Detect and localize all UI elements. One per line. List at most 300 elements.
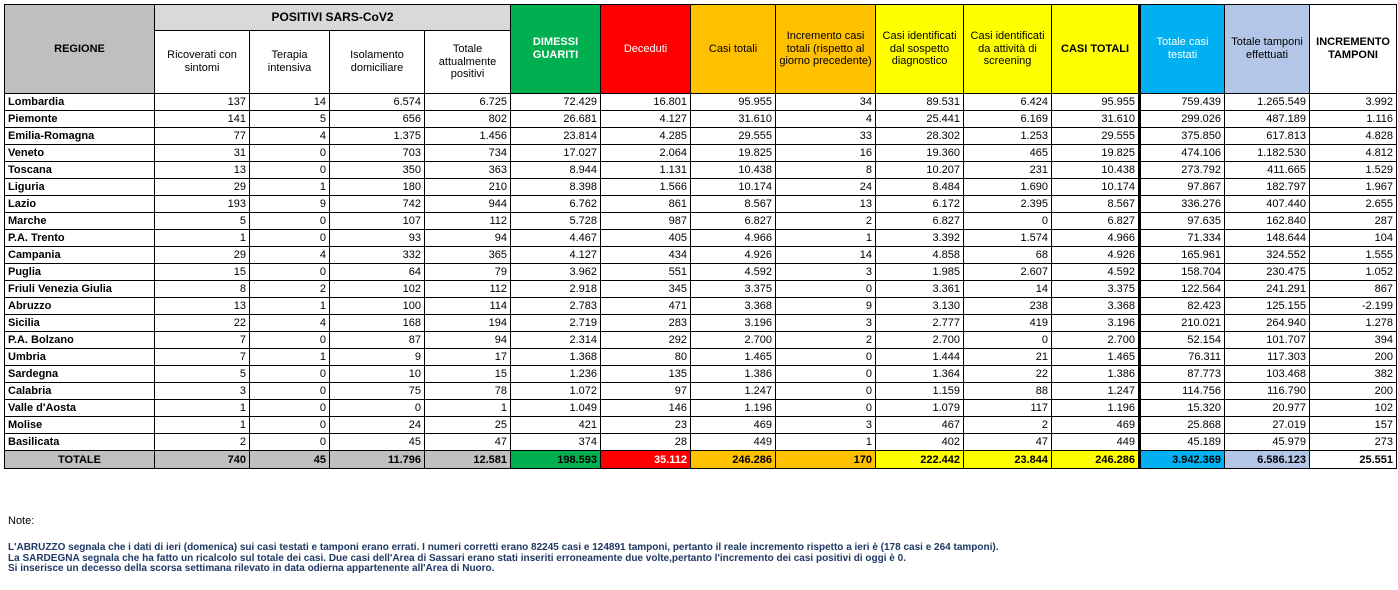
- value-cell: 3.368: [691, 298, 776, 315]
- region-name-cell: Veneto: [5, 145, 155, 162]
- value-cell: 10.174: [1052, 179, 1140, 196]
- value-cell: 102: [330, 281, 425, 298]
- value-cell: 264.940: [1225, 315, 1310, 332]
- total-value-cell: 170: [776, 451, 876, 469]
- value-cell: 8: [155, 281, 250, 298]
- value-cell: 100: [330, 298, 425, 315]
- value-cell: 742: [330, 196, 425, 213]
- table-row: [5, 128, 1397, 145]
- value-cell: 125.155: [1225, 298, 1310, 315]
- value-cell: 20.977: [1225, 400, 1310, 417]
- table-row: [5, 264, 1397, 281]
- covid-regions-table: [4, 4, 1397, 469]
- value-cell: 4.592: [1052, 264, 1140, 281]
- value-cell: 345: [601, 281, 691, 298]
- value-cell: 1: [776, 434, 876, 451]
- value-cell: 1.116: [1310, 111, 1397, 128]
- value-cell: 336.276: [1140, 196, 1225, 213]
- value-cell: 3.196: [1052, 315, 1140, 332]
- value-cell: 1.253: [964, 128, 1052, 145]
- value-cell: 1: [155, 230, 250, 247]
- value-cell: 6.424: [964, 94, 1052, 111]
- region-name-cell: P.A. Trento: [5, 230, 155, 247]
- value-cell: 0: [250, 417, 330, 434]
- total-value-cell: 246.286: [1052, 451, 1140, 469]
- value-cell: 27.019: [1225, 417, 1310, 434]
- note-line-sardegna: La SARDEGNA segnala che ha fatto un ricalcolo sul totale dei casi. Due casi dell'Area di Sassari erano stati inseriti erroneamente due volte,pertanto l'incremento dei casi positivi di oggi è 0.: [8, 552, 906, 564]
- value-cell: 449: [691, 434, 776, 451]
- value-cell: 867: [1310, 281, 1397, 298]
- value-cell: 19.825: [1052, 145, 1140, 162]
- value-cell: 1.247: [1052, 383, 1140, 400]
- value-cell: 287: [1310, 213, 1397, 230]
- region-name-cell: Marche: [5, 213, 155, 230]
- value-cell: 469: [1052, 417, 1140, 434]
- value-cell: 471: [601, 298, 691, 315]
- value-cell: 80: [601, 349, 691, 366]
- value-cell: 2.777: [876, 315, 964, 332]
- table-row: [5, 349, 1397, 366]
- value-cell: 238: [964, 298, 1052, 315]
- value-cell: 2: [776, 332, 876, 349]
- value-cell: 112: [425, 281, 511, 298]
- value-cell: 3: [776, 417, 876, 434]
- value-cell: 2.700: [1052, 332, 1140, 349]
- value-cell: 8.484: [876, 179, 964, 196]
- value-cell: 375.850: [1140, 128, 1225, 145]
- value-cell: 0: [250, 213, 330, 230]
- value-cell: 2.064: [601, 145, 691, 162]
- total-value-cell: 246.286: [691, 451, 776, 469]
- value-cell: 1.049: [511, 400, 601, 417]
- table-row: [5, 111, 1397, 128]
- value-cell: 2: [250, 281, 330, 298]
- value-cell: 45.189: [1140, 434, 1225, 451]
- value-cell: 861: [601, 196, 691, 213]
- value-cell: 703: [330, 145, 425, 162]
- value-cell: 1.182.530: [1225, 145, 1310, 162]
- value-cell: 365: [425, 247, 511, 264]
- value-cell: 28.302: [876, 128, 964, 145]
- value-cell: 405: [601, 230, 691, 247]
- value-cell: 2.700: [876, 332, 964, 349]
- value-cell: 3.375: [691, 281, 776, 298]
- value-cell: 194: [425, 315, 511, 332]
- value-cell: 1: [155, 417, 250, 434]
- total-value-cell: 11.796: [330, 451, 425, 469]
- value-cell: 24: [330, 417, 425, 434]
- value-cell: 1.278: [1310, 315, 1397, 332]
- col-header-isolamento-domiciliare: Isolamento domiciliare: [330, 31, 425, 94]
- value-cell: 89.531: [876, 94, 964, 111]
- value-cell: 1.465: [1052, 349, 1140, 366]
- total-value-cell: 3.942.369: [1140, 451, 1225, 469]
- value-cell: 1.196: [691, 400, 776, 417]
- value-cell: 0: [250, 434, 330, 451]
- value-cell: 1.690: [964, 179, 1052, 196]
- value-cell: 17.027: [511, 145, 601, 162]
- value-cell: 467: [876, 417, 964, 434]
- value-cell: 78: [425, 383, 511, 400]
- value-cell: 3.375: [1052, 281, 1140, 298]
- value-cell: 68: [964, 247, 1052, 264]
- value-cell: 103.468: [1225, 366, 1310, 383]
- value-cell: 15: [425, 366, 511, 383]
- value-cell: 299.026: [1140, 111, 1225, 128]
- value-cell: 7: [155, 349, 250, 366]
- value-cell: 0: [250, 383, 330, 400]
- value-cell: 4: [776, 111, 876, 128]
- value-cell: 7: [155, 332, 250, 349]
- value-cell: 292: [601, 332, 691, 349]
- total-label-cell: TOTALE: [5, 451, 155, 469]
- value-cell: 1.386: [691, 366, 776, 383]
- total-value-cell: 35.112: [601, 451, 691, 469]
- value-cell: 93: [330, 230, 425, 247]
- value-cell: 95.955: [691, 94, 776, 111]
- value-cell: 25.441: [876, 111, 964, 128]
- value-cell: 6.827: [1052, 213, 1140, 230]
- value-cell: 2.783: [511, 298, 601, 315]
- col-header-deceduti: Deceduti: [601, 5, 691, 94]
- value-cell: 117.303: [1225, 349, 1310, 366]
- total-value-cell: 222.442: [876, 451, 964, 469]
- value-cell: 137: [155, 94, 250, 111]
- value-cell: 3.130: [876, 298, 964, 315]
- value-cell: 4.966: [1052, 230, 1140, 247]
- value-cell: 33: [776, 128, 876, 145]
- col-group-positivi-sars-cov2: POSITIVI SARS-CoV2: [155, 5, 511, 31]
- value-cell: 350: [330, 162, 425, 179]
- value-cell: 1.131: [601, 162, 691, 179]
- value-cell: 4.285: [601, 128, 691, 145]
- value-cell: 1.555: [1310, 247, 1397, 264]
- value-cell: 241.291: [1225, 281, 1310, 298]
- value-cell: 0: [250, 366, 330, 383]
- value-cell: 23.814: [511, 128, 601, 145]
- value-cell: 1.529: [1310, 162, 1397, 179]
- value-cell: 1.444: [876, 349, 964, 366]
- table-row: [5, 247, 1397, 264]
- value-cell: 200: [1310, 383, 1397, 400]
- value-cell: 3.361: [876, 281, 964, 298]
- table-row: [5, 332, 1397, 349]
- value-cell: 14: [776, 247, 876, 264]
- value-cell: 88: [964, 383, 1052, 400]
- value-cell: 273.792: [1140, 162, 1225, 179]
- value-cell: 19.825: [691, 145, 776, 162]
- value-cell: 402: [876, 434, 964, 451]
- value-cell: 5.728: [511, 213, 601, 230]
- value-cell: 4: [250, 315, 330, 332]
- value-cell: 3: [776, 315, 876, 332]
- table-row: [5, 366, 1397, 383]
- value-cell: 419: [964, 315, 1052, 332]
- value-cell: 4.926: [1052, 247, 1140, 264]
- value-cell: 10.174: [691, 179, 776, 196]
- col-header-casi-totali: Casi totali: [691, 5, 776, 94]
- value-cell: 116.790: [1225, 383, 1310, 400]
- value-cell: 4.812: [1310, 145, 1397, 162]
- note-line-decesso: Si inserisce un decesso della scorsa settimana rilevato in data odierna appartenente all'Area di Nuoro.: [8, 563, 495, 574]
- value-cell: 1.386: [1052, 366, 1140, 383]
- value-cell: 1: [155, 400, 250, 417]
- value-cell: 1.456: [425, 128, 511, 145]
- value-cell: 407.440: [1225, 196, 1310, 213]
- value-cell: 0: [776, 281, 876, 298]
- value-cell: 4.858: [876, 247, 964, 264]
- value-cell: 112: [425, 213, 511, 230]
- value-cell: 4.127: [601, 111, 691, 128]
- value-cell: 0: [250, 145, 330, 162]
- value-cell: 230.475: [1225, 264, 1310, 281]
- value-cell: 363: [425, 162, 511, 179]
- value-cell: 1.247: [691, 383, 776, 400]
- region-name-cell: Campania: [5, 247, 155, 264]
- region-name-cell: Umbria: [5, 349, 155, 366]
- value-cell: 1.985: [876, 264, 964, 281]
- region-name-cell: Abruzzo: [5, 298, 155, 315]
- value-cell: 273: [1310, 434, 1397, 451]
- col-header-ricoverati-con-sintomi: Ricoverati con sintomi: [155, 31, 250, 94]
- value-cell: 82.423: [1140, 298, 1225, 315]
- value-cell: 29: [155, 179, 250, 196]
- value-cell: 324.552: [1225, 247, 1310, 264]
- col-header-casi-totali-riepilogo: CASI TOTALI: [1052, 5, 1140, 94]
- value-cell: 29.555: [1052, 128, 1140, 145]
- value-cell: 8.567: [691, 196, 776, 213]
- value-cell: 13: [155, 298, 250, 315]
- value-cell: 8: [776, 162, 876, 179]
- value-cell: 3.392: [876, 230, 964, 247]
- value-cell: 4.966: [691, 230, 776, 247]
- value-cell: 15: [155, 264, 250, 281]
- value-cell: 0: [964, 213, 1052, 230]
- value-cell: 382: [1310, 366, 1397, 383]
- region-name-cell: Piemonte: [5, 111, 155, 128]
- region-name-cell: Toscana: [5, 162, 155, 179]
- value-cell: 3: [776, 264, 876, 281]
- value-cell: 1.368: [511, 349, 601, 366]
- value-cell: 182.797: [1225, 179, 1310, 196]
- value-cell: 449: [1052, 434, 1140, 451]
- value-cell: 29: [155, 247, 250, 264]
- region-name-cell: Sicilia: [5, 315, 155, 332]
- value-cell: 2.918: [511, 281, 601, 298]
- region-name-cell: Valle d'Aosta: [5, 400, 155, 417]
- value-cell: 28: [601, 434, 691, 451]
- value-cell: 31.610: [1052, 111, 1140, 128]
- value-cell: 52.154: [1140, 332, 1225, 349]
- value-cell: 22: [964, 366, 1052, 383]
- value-cell: 6.574: [330, 94, 425, 111]
- col-header-totale-tamponi: Totale tamponi effettuati: [1225, 5, 1310, 94]
- value-cell: 180: [330, 179, 425, 196]
- table-body: [5, 94, 1397, 451]
- value-cell: 0: [776, 349, 876, 366]
- value-cell: 104: [1310, 230, 1397, 247]
- value-cell: 168: [330, 315, 425, 332]
- value-cell: 114.756: [1140, 383, 1225, 400]
- value-cell: 24: [776, 179, 876, 196]
- table-row: [5, 179, 1397, 196]
- value-cell: 25: [425, 417, 511, 434]
- value-cell: 9: [776, 298, 876, 315]
- value-cell: 0: [250, 264, 330, 281]
- value-cell: 0: [250, 162, 330, 179]
- value-cell: 5: [155, 366, 250, 383]
- total-value-cell: 6.586.123: [1225, 451, 1310, 469]
- value-cell: 5: [250, 111, 330, 128]
- region-name-cell: P.A. Bolzano: [5, 332, 155, 349]
- value-cell: 10.438: [691, 162, 776, 179]
- value-cell: 165.961: [1140, 247, 1225, 264]
- value-cell: 0: [250, 400, 330, 417]
- value-cell: 31.610: [691, 111, 776, 128]
- value-cell: 0: [776, 400, 876, 417]
- value-cell: 158.704: [1140, 264, 1225, 281]
- value-cell: 64: [330, 264, 425, 281]
- value-cell: 3.196: [691, 315, 776, 332]
- region-name-cell: Sardegna: [5, 366, 155, 383]
- col-header-casi-screening: Casi identificati da attività di screening: [964, 5, 1052, 94]
- value-cell: 15.320: [1140, 400, 1225, 417]
- value-cell: 656: [330, 111, 425, 128]
- value-cell: 1.196: [1052, 400, 1140, 417]
- value-cell: 8.398: [511, 179, 601, 196]
- value-cell: 77: [155, 128, 250, 145]
- value-cell: 101.707: [1225, 332, 1310, 349]
- value-cell: 1.375: [330, 128, 425, 145]
- value-cell: 29.555: [691, 128, 776, 145]
- col-header-casi-sospetto-diagnostico: Casi identificati dal sospetto diagnostico: [876, 5, 964, 94]
- col-header-totale-attualmente-positivi: Totale attualmente positivi: [425, 31, 511, 94]
- value-cell: 210: [425, 179, 511, 196]
- value-cell: 374: [511, 434, 601, 451]
- value-cell: 200: [1310, 349, 1397, 366]
- value-cell: 4.467: [511, 230, 601, 247]
- value-cell: 434: [601, 247, 691, 264]
- value-cell: 3: [155, 383, 250, 400]
- value-cell: 87: [330, 332, 425, 349]
- value-cell: 802: [425, 111, 511, 128]
- value-cell: 2.395: [964, 196, 1052, 213]
- value-cell: 1: [250, 349, 330, 366]
- value-cell: 0: [330, 400, 425, 417]
- col-header-dimessi-guariti: DIMESSI GUARITI: [511, 5, 601, 94]
- col-header-totale-casi-testati: Totale casi testati: [1140, 5, 1225, 94]
- value-cell: 1.574: [964, 230, 1052, 247]
- value-cell: 13: [776, 196, 876, 213]
- value-cell: 6.827: [876, 213, 964, 230]
- value-cell: 394: [1310, 332, 1397, 349]
- value-cell: 13: [155, 162, 250, 179]
- value-cell: 95.955: [1052, 94, 1140, 111]
- table-row: [5, 162, 1397, 179]
- header-group-row: [5, 5, 1397, 31]
- value-cell: 1.364: [876, 366, 964, 383]
- value-cell: 23: [601, 417, 691, 434]
- value-cell: 2.607: [964, 264, 1052, 281]
- value-cell: 22: [155, 315, 250, 332]
- value-cell: 141: [155, 111, 250, 128]
- value-cell: 193: [155, 196, 250, 213]
- value-cell: 4.127: [511, 247, 601, 264]
- total-value-cell: 12.581: [425, 451, 511, 469]
- value-cell: 0: [250, 332, 330, 349]
- value-cell: 6.827: [691, 213, 776, 230]
- table-row: [5, 213, 1397, 230]
- value-cell: 76.311: [1140, 349, 1225, 366]
- value-cell: 9: [250, 196, 330, 213]
- region-name-cell: Liguria: [5, 179, 155, 196]
- table-row: [5, 434, 1397, 451]
- value-cell: 114: [425, 298, 511, 315]
- col-header-regione: REGIONE: [5, 5, 155, 94]
- value-cell: 8.567: [1052, 196, 1140, 213]
- value-cell: 3.368: [1052, 298, 1140, 315]
- notes-title: Note:: [8, 515, 35, 527]
- value-cell: 34: [776, 94, 876, 111]
- value-cell: 1.159: [876, 383, 964, 400]
- value-cell: 6.762: [511, 196, 601, 213]
- value-cell: 6.172: [876, 196, 964, 213]
- table-row: [5, 315, 1397, 332]
- value-cell: 2.700: [691, 332, 776, 349]
- region-name-cell: Molise: [5, 417, 155, 434]
- value-cell: 944: [425, 196, 511, 213]
- value-cell: 1.465: [691, 349, 776, 366]
- value-cell: 617.813: [1225, 128, 1310, 145]
- note-line-abruzzo: L'ABRUZZO segnala che i dati di ieri (domenica) sui casi testati e tamponi erano errati. I numeri corretti erano 82245 casi e 124891 tamponi, pertanto il reale incremento rispetto a ieri è (178 casi e 264 tamponi).: [8, 542, 999, 553]
- value-cell: 14: [250, 94, 330, 111]
- value-cell: 0: [776, 366, 876, 383]
- value-cell: 71.334: [1140, 230, 1225, 247]
- total-value-cell: 740: [155, 451, 250, 469]
- value-cell: 3.992: [1310, 94, 1397, 111]
- value-cell: 0: [776, 383, 876, 400]
- value-cell: 2: [776, 213, 876, 230]
- table-row: [5, 298, 1397, 315]
- value-cell: 157: [1310, 417, 1397, 434]
- value-cell: 47: [425, 434, 511, 451]
- value-cell: 97.635: [1140, 213, 1225, 230]
- region-name-cell: Basilicata: [5, 434, 155, 451]
- value-cell: 16.801: [601, 94, 691, 111]
- value-cell: 10: [330, 366, 425, 383]
- region-name-cell: Emilia-Romagna: [5, 128, 155, 145]
- value-cell: 1.967: [1310, 179, 1397, 196]
- value-cell: 4.828: [1310, 128, 1397, 145]
- value-cell: 47: [964, 434, 1052, 451]
- value-cell: 283: [601, 315, 691, 332]
- value-cell: 1.236: [511, 366, 601, 383]
- value-cell: 411.665: [1225, 162, 1310, 179]
- table-row: [5, 230, 1397, 247]
- notes-section: [8, 515, 1398, 575]
- value-cell: 8.944: [511, 162, 601, 179]
- table-header: [5, 5, 1397, 94]
- value-cell: 146: [601, 400, 691, 417]
- value-cell: 1: [425, 400, 511, 417]
- value-cell: 14: [964, 281, 1052, 298]
- value-cell: 0: [250, 230, 330, 247]
- total-value-cell: 45: [250, 451, 330, 469]
- value-cell: 107: [330, 213, 425, 230]
- value-cell: 97.867: [1140, 179, 1225, 196]
- value-cell: 987: [601, 213, 691, 230]
- value-cell: 97: [601, 383, 691, 400]
